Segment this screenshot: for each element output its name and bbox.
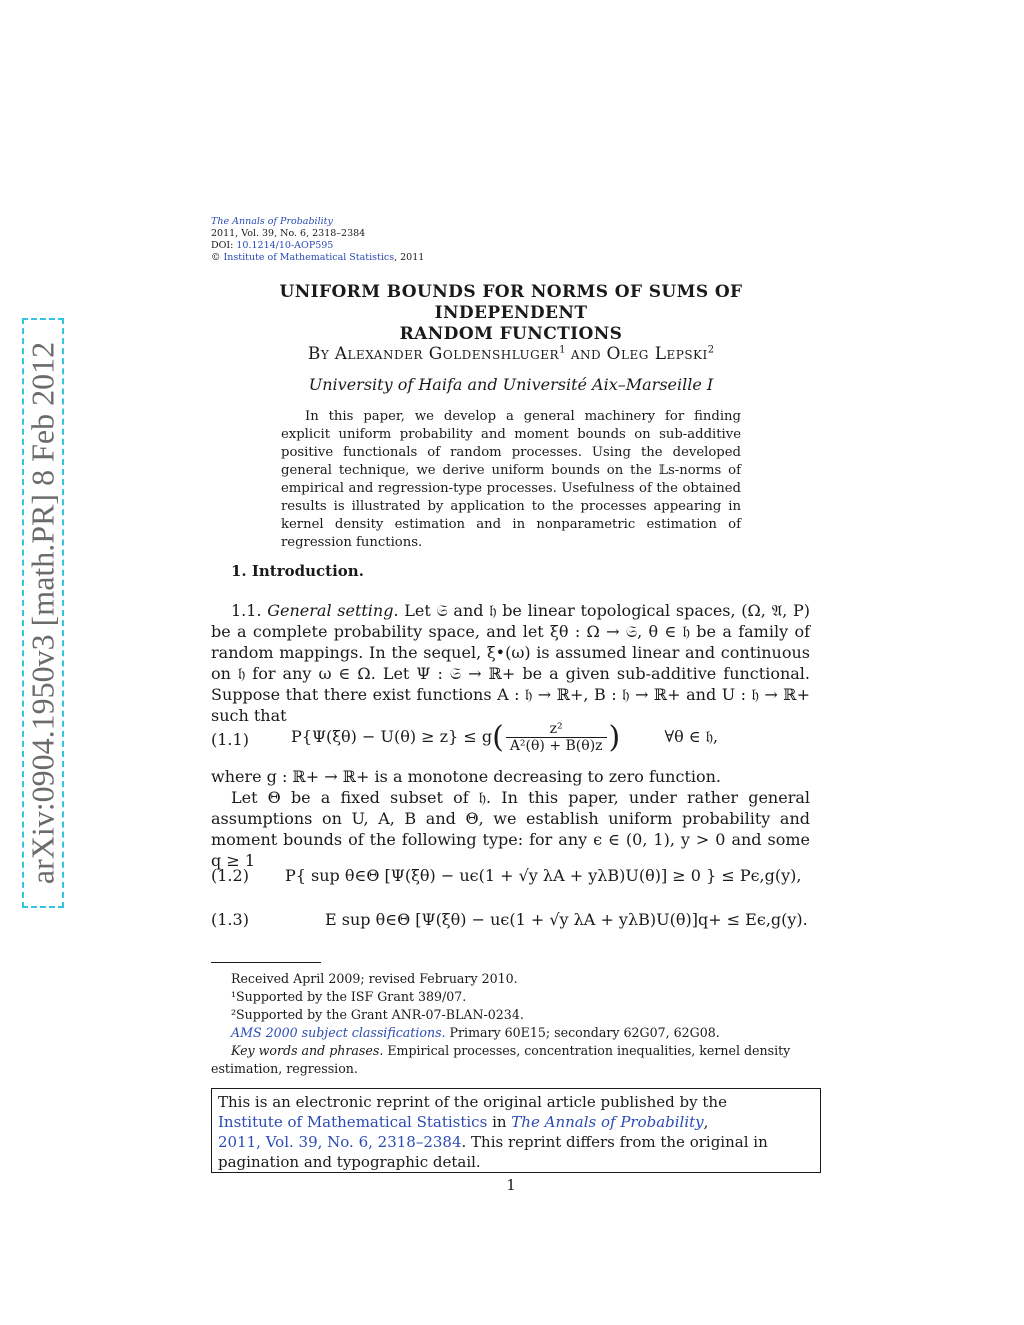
equation-number: (1.1) xyxy=(211,730,249,749)
copyright-year: , 2011 xyxy=(394,252,425,263)
received-line: Received April 2009; revised February 2010. xyxy=(231,971,518,986)
arxiv-sidebar[interactable] xyxy=(22,318,64,908)
reprint-line-1: This is an electronic reprint of the original article published by the xyxy=(218,1093,727,1111)
footnote-1: ¹Supported by the ISF Grant 389/07. xyxy=(231,989,467,1004)
subsection-title: General setting. xyxy=(267,601,399,620)
abstract: In this paper, we develop a general machinery for finding explicit uniform probability and moment bounds on sub-additive positive functionals of random processes. Using the developed general technique, we derive uniform bounds on the 𝕃s-norms of empirical and regression-type processes. Usefulness of the obtained results is illustrated by application to the processes appearing in kernel density estimation and in nonparametric estimation of regression functions. xyxy=(281,409,741,550)
eq1-rhs: ∀θ ∈ 𝔥, xyxy=(664,727,719,746)
paragraph-2: Let Θ be a fixed subset of 𝔥. In this paper, under rather general assumptions on U, A, B and Θ, we establish uniform probability and moment bounds of the following type: for any ϵ ∈ (0, 1), y > 0 and some q ≥ 1 xyxy=(211,788,810,870)
eq1-lhs: P{Ψ(ξθ) − U(θ) ≥ z} ≤ g xyxy=(291,727,493,746)
paragraph-1-text: Let 𝔖 and 𝔥 be linear topological spaces, (Ω, 𝔄, P) be a complete probability space, and let ξθ : Ω → 𝔖, θ ∈ 𝔥 be a family of random mappings. In the sequel, ξ•(ω) is assumed linear and continuous on 𝔥 for any ω ∈ Ω. Let Ψ : 𝔖 → ℝ+ be a given sub-additive functional. Suppose that there exist functions A : 𝔥 → ℝ+, B : 𝔥 → ℝ+ and U : 𝔥 → ℝ+ such that xyxy=(211,601,810,725)
eq1-denominator: A²(θ) + B(θ)z xyxy=(509,738,603,754)
eq1-fraction xyxy=(506,721,607,754)
arxiv-id[interactable]: arXiv:0904.1950v3 [math.PR] 8 Feb 2012 xyxy=(24,341,61,885)
equation-body: P{ sup θ∈Θ [Ψ(ξθ) − uϵ(1 + √y λA + yλB)U(θ)] ≥ 0 } ≤ Pϵ,g(y), xyxy=(285,866,802,885)
author-2-mark: 2 xyxy=(707,344,715,356)
footnote-rule xyxy=(211,962,321,963)
author-1-mark: 1 xyxy=(559,344,566,356)
equation-body: E sup θ∈Θ [Ψ(ξθ) − uϵ(1 + √y λA + yλB)U(θ)]q+ ≤ Eϵ,g(y). xyxy=(325,910,808,929)
equation-number: (1.3) xyxy=(211,910,249,929)
doi-prefix: DOI: xyxy=(211,240,237,251)
title-line-2: RANDOM FUNCTIONS xyxy=(399,324,623,344)
paper-title xyxy=(211,282,811,345)
page-number: 1 xyxy=(506,1176,516,1194)
footnote-2: ²Supported by the Grant ANR-07-BLAN-0234. xyxy=(231,1007,524,1022)
affiliation: University of Haifa and Université Aix–Marseille I xyxy=(308,375,714,394)
journal-link[interactable]: The Annals of Probability xyxy=(211,216,333,227)
ams-text: Primary 60E15; secondary 62G07, 62G08. xyxy=(445,1025,720,1040)
equation-1-3 xyxy=(211,910,811,936)
reprint-journal-link[interactable]: The Annals of Probability xyxy=(511,1113,704,1131)
equation-body: P{Ψ(ξθ) − U(θ) ≥ z} ≤ g( $\frac{\text{z²}}{\text{A²(θ) + B(θ)z}}$ ) ∀θ ∈ 𝔥, xyxy=(291,720,719,755)
reprint-citation-link[interactable]: 2011, Vol. 39, No. 6, 2318–2384 xyxy=(218,1133,462,1151)
where-line: where g : ℝ+ → ℝ+ is a monotone decreasing to zero function. xyxy=(211,767,722,786)
equation-number: (1.2) xyxy=(211,866,249,885)
equation-1-2 xyxy=(211,866,811,892)
copyright-symbol: © xyxy=(211,252,221,263)
reprint-line-4: pagination and typographic detail. xyxy=(218,1153,481,1171)
doi-link[interactable]: 10.1214/10-AOP595 xyxy=(236,240,334,251)
reprint-publisher-link[interactable]: Institute of Mathematical Statistics xyxy=(218,1113,488,1131)
footnotes xyxy=(211,970,810,1078)
publisher-link[interactable]: Institute of Mathematical Statistics xyxy=(223,252,395,263)
reprint-in: in xyxy=(487,1113,512,1131)
journal-header xyxy=(211,216,424,264)
reprint-comma: , xyxy=(703,1113,709,1131)
paragraph-1 xyxy=(211,600,810,726)
reprint-notice-box xyxy=(211,1088,821,1173)
keywords-label: Key words and phrases. xyxy=(231,1043,384,1058)
by-label: By xyxy=(307,344,330,364)
authors xyxy=(211,344,811,364)
equation-1-1 xyxy=(211,720,811,772)
volume-line: 2011, Vol. 39, No. 6, 2318–2384 xyxy=(211,228,366,239)
keywords-text: Empirical processes, concentration inequalities, kernel density estimation, regression. xyxy=(211,1043,791,1076)
author-2: Oleg Lepski xyxy=(606,344,708,364)
section-heading: 1. Introduction. xyxy=(231,562,364,580)
reprint-differs: . This reprint differs from the original in xyxy=(461,1133,768,1151)
author-1: Alexander Goldenshluger xyxy=(334,344,560,364)
eq1-numerator: z² xyxy=(506,721,607,738)
ams-classification-link[interactable]: AMS 2000 subject classifications. xyxy=(231,1025,446,1040)
subsection-number: 1.1. xyxy=(231,601,262,620)
and-label: and xyxy=(570,344,602,364)
title-line-1: UNIFORM BOUNDS FOR NORMS OF SUMS OF INDEPENDENT xyxy=(279,282,743,323)
